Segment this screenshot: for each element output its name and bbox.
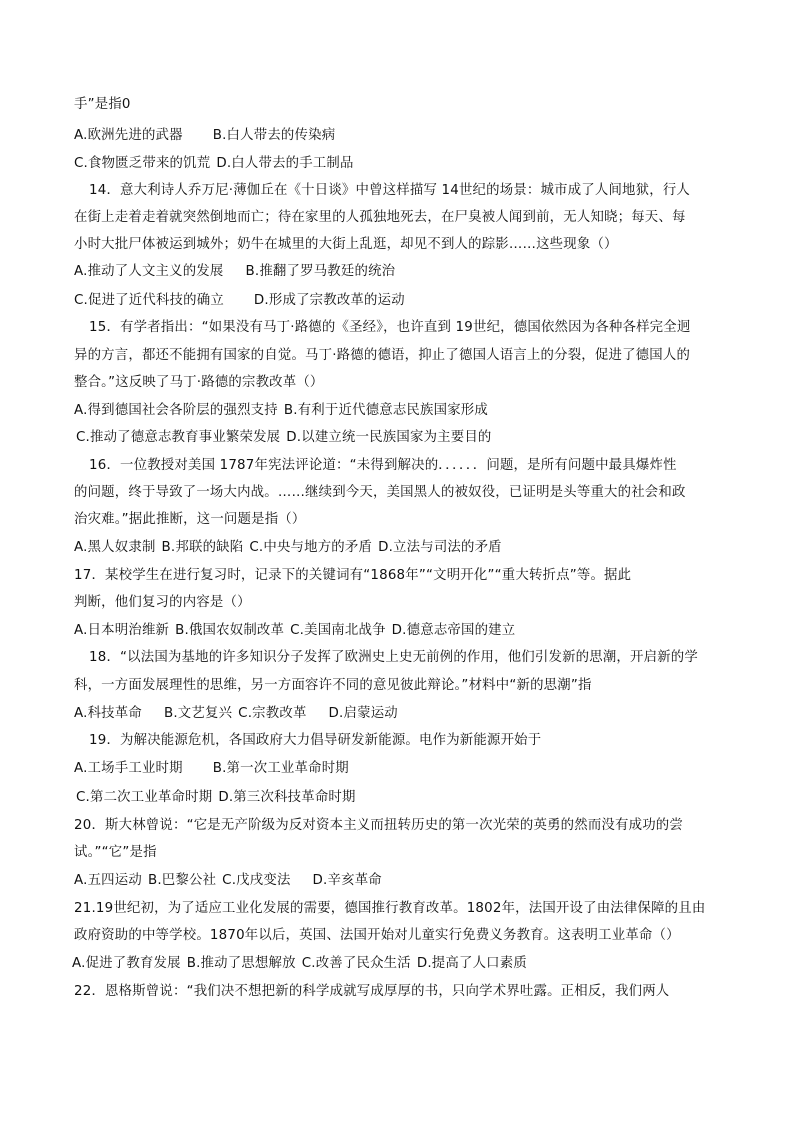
question-17-stem: 17．某校学生在进行复习时，记录下的关键词有“1868年”“文明开化”“重大转折点”等。据此 (74, 568, 632, 583)
option-c: C.食物匮乏带来的饥荒 (74, 156, 211, 171)
option-d: D.辛亥革命 (312, 873, 382, 888)
option-c: C.宗教改革 (238, 706, 307, 721)
option-d: D.立法与司法的矛盾 (378, 540, 502, 555)
question-19-stem: 19．为解决能源危机，各国政府大力倡导研发新能源。电作为新能源开始于 (89, 733, 542, 748)
option-a: A.黑人奴隶制 (74, 540, 156, 555)
option-d: D.形成了宗教改革的运动 (253, 293, 405, 308)
answer-options (74, 291, 405, 311)
question-15-stem: 整合。”这反映了马丁·路德的宗教改革（） (74, 375, 324, 390)
question-21-stem: 政府资助的中等学校。1870年以后，英国、法国开始对儿童实行免费义务教育。这表明工业革命（） (74, 928, 680, 943)
question-17-stem: 判断，他们复习的内容是（） (74, 595, 251, 610)
option-c: C.推动了德意志教育事业繁荣发展 (76, 430, 281, 445)
option-d: D.以建立统一民族国家为主要目的 (286, 430, 492, 445)
option-b: B.推翻了罗马教廷的统治 (245, 264, 396, 279)
answer-options (74, 126, 335, 146)
question-16-stem: 治灾难。”据此推断，这一问题是指（） (74, 512, 306, 527)
question-14-stem: 14．意大利诗人乔万尼·薄伽丘在《十日谈》中曾这样描写 14世纪的场景：城市成了人间地狱，行人 (89, 183, 691, 198)
question-15-stem: 异的方言，都还不能拥有国家的自觉。马丁·路德的德语，抑止了德国人语言上的分裂，促进了德国人的 (74, 348, 691, 363)
answer-options (72, 954, 527, 974)
option-c: C.促进了近代科技的确立 (74, 293, 224, 308)
answer-options (74, 621, 515, 641)
answer-options (74, 262, 395, 282)
answer-options (74, 538, 502, 558)
option-c: C.中央与地方的矛盾 (249, 540, 373, 555)
text-line: 手”是指0 (74, 97, 131, 112)
option-a: A.欧洲先进的武器 (74, 128, 183, 143)
question-14-stem: 在街上走着走着就突然倒地而亡；待在家里的人孤独地死去，在尸臭被人闻到前，无人知晓；每天、每 (74, 210, 686, 225)
option-a: A.科技革命 (74, 706, 142, 721)
option-c: C.美国南北战争 (290, 623, 386, 638)
option-a: A.推动了人文主义的发展 (74, 264, 224, 279)
question-20-stem: 试。”“它”是指 (74, 845, 157, 860)
option-a: A.得到德国社会各阶层的强烈支持 (74, 403, 278, 418)
question-21-stem: 21.19世纪初，为了适应工业化发展的需要，德国推行教育改革。1802年，法国开设了由法律保障的且由 (74, 901, 706, 916)
option-b: B.第一次工业革命时期 (212, 761, 349, 776)
question-18-stem: 18．“以法国为基地的许多知识分子发挥了欧洲史上史无前例的作用，他们引发新的思潮，开启新的学 (89, 650, 698, 665)
question-20-stem: 20．斯大林曾说：“它是无产阶级为反对资本主义而扭转历史的第一次光荣的英勇的然而没有成功的尝 (74, 818, 683, 833)
option-d: D.提高了人口素质 (416, 956, 527, 971)
option-d: D.德意志帝国的建立 (391, 623, 516, 638)
option-b: B.巴黎公社 (147, 873, 217, 888)
answer-options (74, 154, 354, 174)
answer-options (74, 704, 398, 724)
option-a: A.五四运动 (74, 873, 142, 888)
answer-options (74, 401, 488, 421)
option-a: A.工场手工业时期 (74, 761, 183, 776)
question-14-stem: 小时大批尸体被运到城外；奶牛在城里的大街上乱逛，却见不到人的踪影……这些现象（） (74, 237, 618, 252)
option-b: B.文艺复兴 (163, 706, 233, 721)
option-b: B.推动了思想解放 (186, 956, 296, 971)
question-22-stem: 22．恩格斯曾说：“我们决不想把新的科学成就写成厚厚的书，只向学术界吐露。正相反，我们两人 (74, 984, 670, 999)
question-15-stem: 15．有学者指出：“如果没有马丁·路德的《圣经》，也许直到 19世纪，德国依然因为各种各样完全迥 (89, 320, 691, 335)
question-16-stem: 16．一位教授对美国 1787年宪法评论道：“未得到解决的．．．．．．问题，是所有问题中最具爆炸性 (89, 458, 677, 473)
option-d: D.启蒙运动 (328, 706, 398, 721)
question-16-stem: 的问题，终于导致了一场大内战。……继续到今天，美国黑人的被奴役，已证明是头等重大的社会和政 (74, 485, 686, 500)
option-b: B.俄国农奴制改革 (175, 623, 285, 638)
option-c: C.戊戌变法 (222, 873, 291, 888)
answer-options (74, 759, 349, 779)
option-b: B.白人带去的传染病 (212, 128, 336, 143)
option-d: D.第三次科技革命时期 (218, 790, 356, 805)
option-a: A.促进了教育发展 (72, 956, 181, 971)
option-b: B.邦联的缺陷 (161, 540, 244, 555)
question-18-stem: 科，一方面发展理性的思维，另一方面容许不同的意见彼此辩论。”材料中“新的思潮”指 (74, 678, 592, 693)
option-d: D.白人带去的手工制品 (216, 156, 354, 171)
answer-options (76, 428, 492, 448)
answer-options (74, 871, 382, 891)
option-b: B.有利于近代德意志民族国家形成 (283, 403, 488, 418)
answer-options (76, 788, 356, 808)
option-c: C.改善了民众生活 (301, 956, 411, 971)
option-c: C.第二次工业革命时期 (76, 790, 213, 805)
option-a: A.日本明治维新 (74, 623, 170, 638)
